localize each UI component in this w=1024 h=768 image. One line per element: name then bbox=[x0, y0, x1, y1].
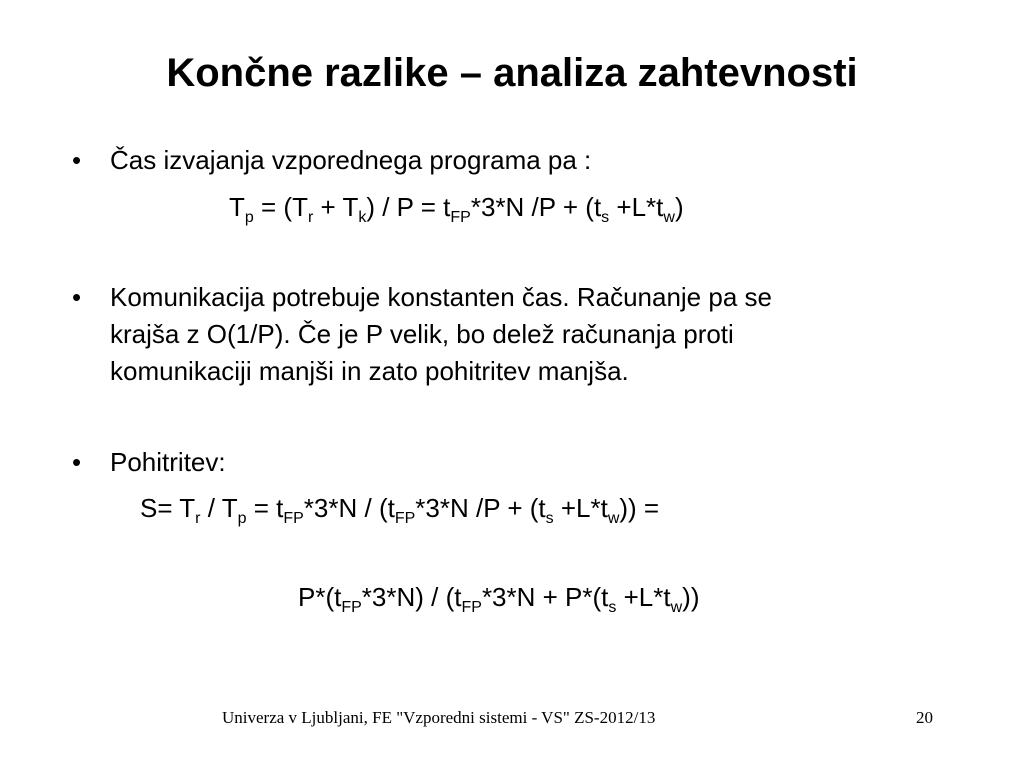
formula-speedup: $S= T_r / T_p = t_{FP}*3*N / (t_{FP}*3*N$ $/P + (t_s +L*t_w)$) = bbox=[140, 493, 660, 527]
bullet-text: Pohitritev: bbox=[110, 447, 226, 477]
bullet-text-line-1: Komunikacija potrebuje konstanten čas. Računanje pa se bbox=[110, 282, 772, 312]
formula-parallel-time: $T_p = (T_r + T_k) / P = t_{FP}*3*N$ $/P + (t_s +L*t_w)$ bbox=[229, 192, 684, 226]
bullet-dot: • bbox=[72, 447, 82, 477]
bullet-dot: • bbox=[72, 282, 82, 312]
bullet-text: Čas izvajanja vzporednega programa pa : bbox=[110, 145, 592, 175]
bullet-text-line-2: krajša z O(1/P). Če je P velik, bo delež računanja proti bbox=[110, 319, 734, 349]
formula-speedup-expanded: $P*(t_{FP}*3*N) / (t_{FP}*3*N + P*(t_s +L*t_w))$ bbox=[298, 582, 700, 616]
slide-title: Končne razlike – analiza zahtevnosti bbox=[166, 51, 858, 95]
bullet-text-line-3: komunikaciji manjši in zato pohitritev manjša. bbox=[110, 356, 629, 386]
page-number: 20 bbox=[916, 708, 933, 727]
footer-text: Univerza v Ljubljani, FE "Vzporedni sistemi - VS" ZS-2012/13 bbox=[222, 708, 656, 727]
bullet-dot: • bbox=[72, 145, 82, 175]
